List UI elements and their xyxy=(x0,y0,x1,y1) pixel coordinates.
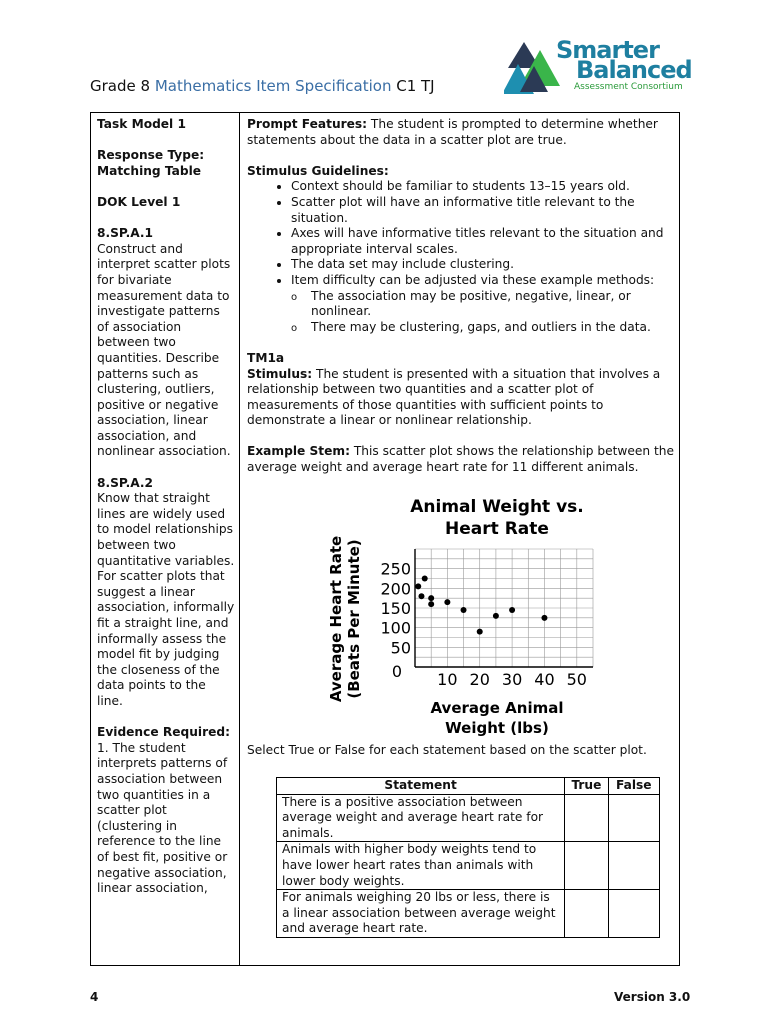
true-cell[interactable] xyxy=(565,794,608,842)
y-tick-label: 250 xyxy=(380,559,411,579)
chart-title-line2: Heart Rate xyxy=(445,519,549,539)
header-title: Mathematics Item Specification xyxy=(154,77,392,95)
stimulus xyxy=(247,367,677,429)
table-row xyxy=(277,794,660,842)
logo-triangles-icon xyxy=(504,36,564,98)
standard-2-text: Know that straight lines are widely used to model relationships between two quantitative variables. For scatter plots that suggest a linear association, informally fit a straight line, and informally assess the model fit by judging the closeness of the data points to the line. xyxy=(97,491,235,708)
x-tick-label: 50 xyxy=(566,670,587,689)
chart-title-line1: Animal Weight vs. xyxy=(410,497,584,517)
y-tick-label: 100 xyxy=(380,618,411,638)
data-point xyxy=(428,601,434,607)
guidelines-list xyxy=(247,179,677,335)
scatter-chart xyxy=(327,491,617,743)
statement-cell: There is a positive association between average weight and average heart rate for animals. xyxy=(277,794,565,842)
list-item: • Scatter plot will have an informative title relevant to the situation. xyxy=(291,195,677,226)
false-cell[interactable] xyxy=(608,842,659,890)
instruction: Select True or False for each statement based on the scatter plot. xyxy=(247,743,647,757)
list-item: • Item difficulty can be adjusted via these example methods: o The association may be positive, negative, linear, or nonlinear. o There may be clustering, gaps, and outliers in the data. xyxy=(291,273,677,335)
origin-label: 0 xyxy=(391,662,403,681)
list-item: • Axes will have informative titles relevant to the situation and appropriate interval scales. xyxy=(291,226,677,257)
y-tick-label: 150 xyxy=(380,599,411,618)
header-true: True xyxy=(565,778,608,795)
data-point xyxy=(477,629,483,635)
statement-table xyxy=(276,777,660,938)
list-item: o The association may be positive, negative, linear, or nonlinear. xyxy=(311,289,677,320)
true-cell[interactable] xyxy=(565,842,608,890)
version: Version 3.0 xyxy=(614,990,691,1004)
chart-xlabel-line2: Weight (lbs) xyxy=(445,719,549,737)
standard-2-code: 8.SP.A.2 xyxy=(97,475,153,490)
tm-label: TM1a xyxy=(247,350,285,365)
page-number: 4 xyxy=(90,990,99,1004)
prompt-label: Prompt Features: xyxy=(247,117,368,131)
false-cell[interactable] xyxy=(608,890,659,938)
logo-line3: Assessment Consortium xyxy=(574,82,683,92)
data-point xyxy=(541,615,547,621)
example-stem-label: Example Stem: xyxy=(247,444,350,459)
scatter-chart-svg xyxy=(327,491,617,743)
stimulus-text: The student is presented with a situation that involves a relationship between two quantities and a scatter plot of measurements of those quantities with sufficient points to demonstrate a linear or nonlinear relationship. xyxy=(247,366,661,428)
prompt-features xyxy=(247,117,677,148)
prompt-text: The student is prompted to determine whether statements about the data in a scatter plot are true. xyxy=(247,117,658,147)
data-point xyxy=(509,607,515,613)
data-point xyxy=(428,595,434,601)
column-divider xyxy=(239,113,240,965)
evidence-text: 1. The student interprets patterns of association between two quantities in a scatter plot (clustering in reference to the line of best fit, positive or negative association, linear association, xyxy=(97,740,228,896)
chart-ylabel-line1: Average Heart Rate xyxy=(327,535,345,703)
table-row xyxy=(277,842,660,890)
header-prefix: Grade 8 xyxy=(90,77,155,95)
data-point xyxy=(444,599,450,605)
list-item: • The data set may include clustering. xyxy=(291,257,677,273)
response-type-value: Matching Table xyxy=(97,163,202,178)
task-model: Task Model 1 xyxy=(97,117,186,131)
chart-xlabel-line1: Average Animal xyxy=(430,699,564,717)
right-column xyxy=(247,117,677,476)
logo-line2: Balanced xyxy=(576,56,692,84)
stimulus-label: Stimulus: xyxy=(247,366,313,381)
example-stem xyxy=(247,444,677,475)
spec-table xyxy=(90,112,680,966)
dok-level: DOK Level 1 xyxy=(97,194,181,209)
list-item: • Context should be familiar to students 13–15 years old. xyxy=(291,179,677,195)
sub-guidelines-list xyxy=(291,289,677,336)
true-cell[interactable] xyxy=(565,890,608,938)
data-point xyxy=(461,607,467,613)
standard-1-code: 8.SP.A.1 xyxy=(97,226,153,241)
false-cell[interactable] xyxy=(608,794,659,842)
table-row xyxy=(277,890,660,938)
statement-cell: Animals with higher body weights tend to have lower heart rates than animals with lower body weights. xyxy=(277,842,565,890)
list-item: o There may be clustering, gaps, and outliers in the data. xyxy=(311,320,677,336)
data-point xyxy=(415,583,421,589)
standard-1-text: Construct and interpret scatter plots for bivariate measurement data to investigate patterns of association between two quantities. Describe patterns such as clustering, outliers, positive or negative association, linear association, and nonlinear association. xyxy=(97,241,231,459)
header-false: False xyxy=(608,778,659,795)
page-header xyxy=(90,77,435,95)
logo-line1: Smarter xyxy=(556,36,659,64)
table-header-row xyxy=(277,778,660,795)
data-point xyxy=(493,613,499,619)
y-tick-label: 200 xyxy=(380,579,411,599)
x-tick-label: 20 xyxy=(469,670,490,689)
smarter-balanced-logo xyxy=(504,36,692,98)
data-point xyxy=(422,576,428,582)
header-statement: Statement xyxy=(277,778,565,795)
x-tick-label: 10 xyxy=(437,670,458,689)
y-tick-label: 50 xyxy=(390,638,411,658)
x-tick-label: 30 xyxy=(501,670,523,689)
header-suffix: C1 TJ xyxy=(391,77,435,95)
data-point xyxy=(418,593,424,599)
stimulus-guidelines-label: Stimulus Guidelines: xyxy=(247,163,389,178)
response-type-label: Response Type: xyxy=(97,148,205,163)
evidence-label: Evidence Required: xyxy=(97,725,230,740)
left-column xyxy=(97,117,235,897)
x-tick-label: 40 xyxy=(534,670,555,689)
chart-ylabel-line2: (Beats Per Minute) xyxy=(345,539,363,699)
statement-cell: For animals weighing 20 lbs or less, there is a linear association between average weight and average heart rate. xyxy=(277,890,565,938)
example-stem-text: This scatter plot shows the relationship between the average weight and average heart rate for 11 different animals. xyxy=(247,444,674,475)
